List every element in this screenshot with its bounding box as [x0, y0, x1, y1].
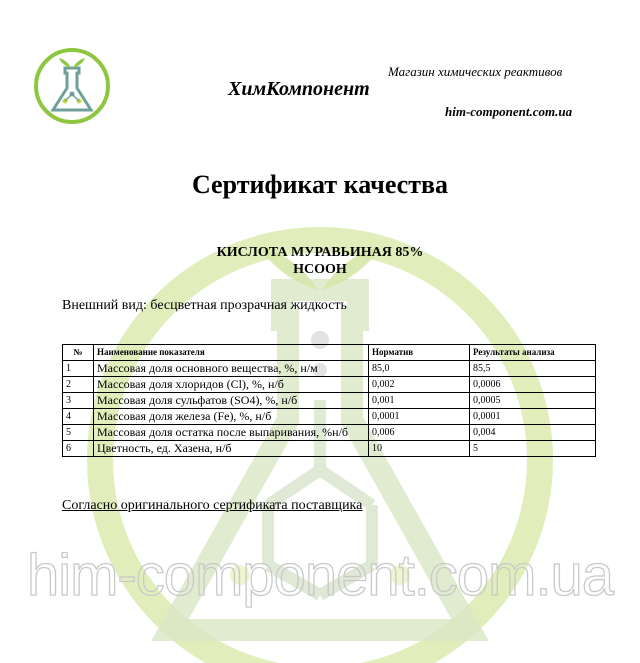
row-norm: 0,001 — [369, 393, 470, 409]
row-number: 6 — [63, 441, 94, 457]
brand-name: ХимКомпонент — [228, 78, 370, 100]
col-header-name: Наименование показателя — [94, 345, 369, 361]
table-row — [63, 361, 596, 377]
row-norm: 0,002 — [369, 377, 470, 393]
row-norm: 0,0001 — [369, 409, 470, 425]
row-name: Массовая доля хлоридов (Cl), %, н/б — [94, 377, 369, 393]
row-name: Массовая доля железа (Fe), %, н/б — [94, 409, 369, 425]
row-result: 85,5 — [470, 361, 596, 377]
row-number: 5 — [63, 425, 94, 441]
row-name: Цветность, ед. Хазена, н/б — [94, 441, 369, 457]
table-row — [63, 393, 596, 409]
col-header-number: № — [63, 345, 94, 361]
supplier-note: Согласно оригинального сертификата поставщика — [62, 498, 363, 513]
row-result: 0,004 — [470, 425, 596, 441]
product-name — [0, 244, 640, 278]
company-logo — [32, 46, 112, 126]
table-header-row — [63, 345, 596, 361]
row-result: 0,0006 — [470, 377, 596, 393]
specs-table — [62, 344, 596, 457]
appearance-line: Внешний вид: бесцветная прозрачная жидкость — [62, 298, 347, 313]
row-number: 1 — [63, 361, 94, 377]
row-result: 5 — [470, 441, 596, 457]
col-header-result: Результаты анализа — [470, 345, 596, 361]
product-name-line: КИСЛОТА МУРАВЬИНАЯ 85% — [216, 245, 424, 260]
row-number: 3 — [63, 393, 94, 409]
row-number: 4 — [63, 409, 94, 425]
site-url[interactable]: him-component.com.ua — [445, 104, 573, 119]
product-formula: HCOOH — [293, 262, 347, 277]
row-name: Массовая доля сульфатов (SO4), %, н/б — [94, 393, 369, 409]
row-result: 0,0005 — [470, 393, 596, 409]
row-norm: 10 — [369, 441, 470, 457]
table-row — [63, 441, 596, 457]
shop-tagline: Магазин химических реактивов — [388, 64, 563, 79]
table-row — [63, 377, 596, 393]
row-norm: 0,006 — [369, 425, 470, 441]
row-result: 0,0001 — [470, 409, 596, 425]
certificate-title: Сертификат качества — [191, 170, 449, 199]
col-header-norm: Норматив — [369, 345, 470, 361]
watermark-site-text: him-component.com.ua — [26, 543, 614, 608]
row-number: 2 — [63, 377, 94, 393]
row-name: Массовая доля основного вещества, %, н/м — [94, 361, 369, 377]
row-norm: 85,0 — [369, 361, 470, 377]
table-row — [63, 409, 596, 425]
row-name: Массовая доля остатка после выпаривания, %н/б — [94, 425, 369, 441]
table-row — [63, 425, 596, 441]
